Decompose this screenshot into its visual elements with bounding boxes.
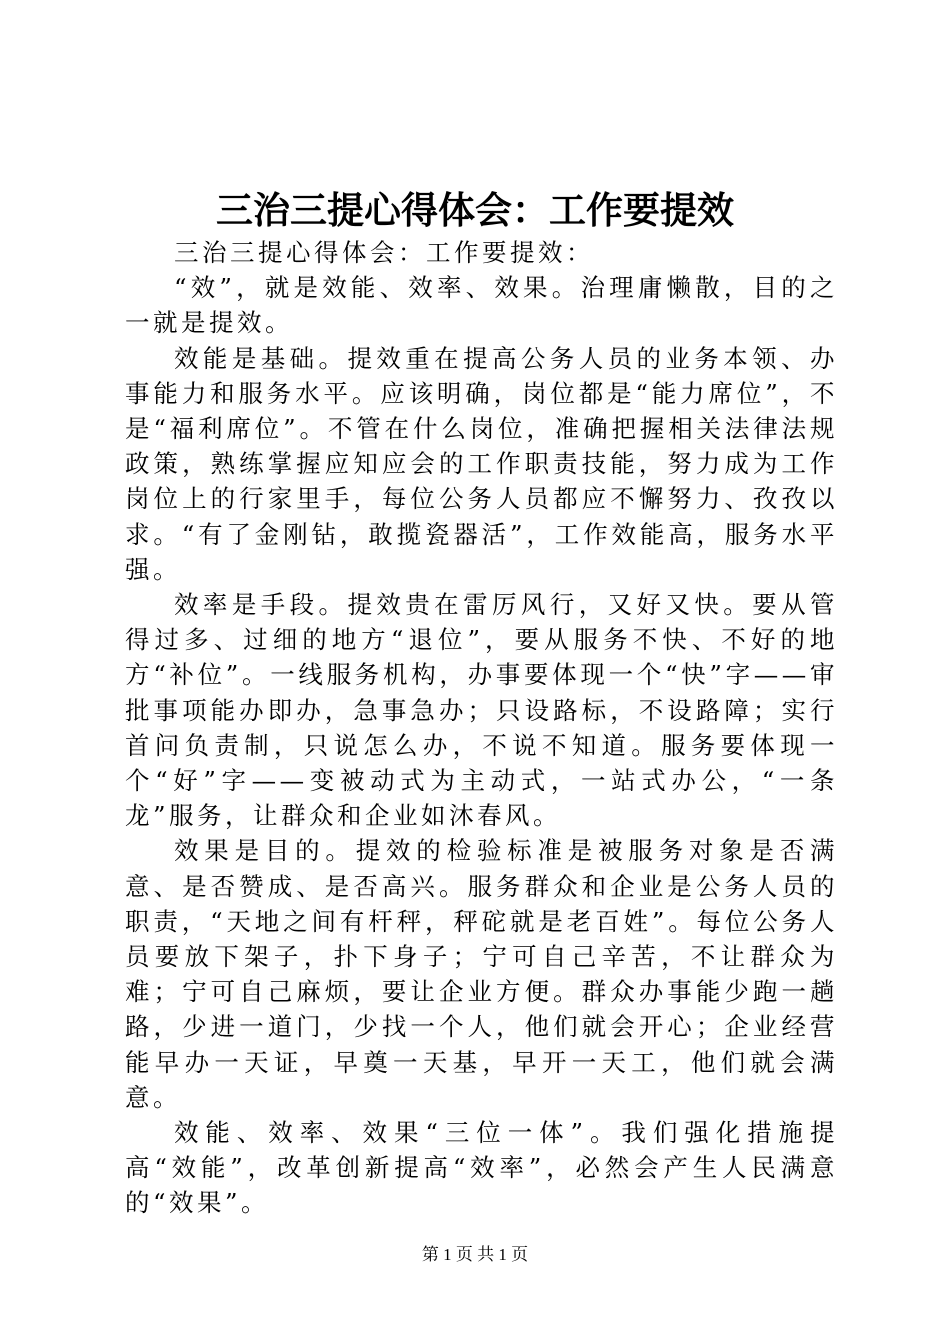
page-footer: 第 1 页 共 1 页 bbox=[421, 1245, 529, 1264]
document-body bbox=[125, 235, 838, 1221]
paragraph-efficacy: 效能是基础。提效重在提高公务人员的业务本领、办事能力和服务水平。应该明确，岗位都是“能力席位”，不是“福利席位”。不管在什么岗位，准确把握相关法律法规政策，熟练掌握应知应会的工作职责技能，努力成为工作岗位上的行家里手，每位公务人员都应不懈努力、孜孜以求。“有了金刚钻，敢揽瓷器活”，工作效能高，服务水平强。 bbox=[125, 343, 838, 584]
paragraph-intro: 三治三提心得体会：工作要提效： bbox=[174, 238, 594, 267]
document-title: 三治三提心得体会：工作要提效 bbox=[216, 188, 734, 232]
paragraph-effect: 效果是目的。提效的检验标准是被服务对象是否满意、是否赞成、是否高兴。服务群众和企业是公务人员的职责，“天地之间有杆秤，秤砣就是老百姓”。每位公务人员要放下架子，扑下身子；宁可自己辛苦，不让群众为难；宁可自己麻烦，要让企业方便。群众办事能少跑一趟路，少进一道门，少找一个人，他们就会开心；企业经营能早办一天证，早奠一天基，早开一天工，他们就会满意。 bbox=[125, 836, 838, 1112]
paragraph-efficiency: 效率是手段。提效贵在雷厉风行，又好又快。要从管得过多、过细的地方“退位”，要从服务不快、不好的地方“补位”。一线服务机构，办事要体现一个“快”字——审批事项能办即办，急事急办；只设路标，不设路障；实行首问负责制，只说怎么办，不说不知道。服务要体现一个“好”字——变被动式为主动式，一站式办公，“一条龙”服务，让群众和企业如沐春风。 bbox=[125, 590, 838, 831]
paragraph-conclusion: 效能、效率、效果“三位一体”。我们强化措施提高“效能”，改革创新提高“效率”，必然会产生人民满意的“效果”。 bbox=[125, 1118, 838, 1218]
paragraph-definition: “效”，就是效能、效率、效果。治理庸懒散，目的之一就是提效。 bbox=[125, 273, 838, 338]
